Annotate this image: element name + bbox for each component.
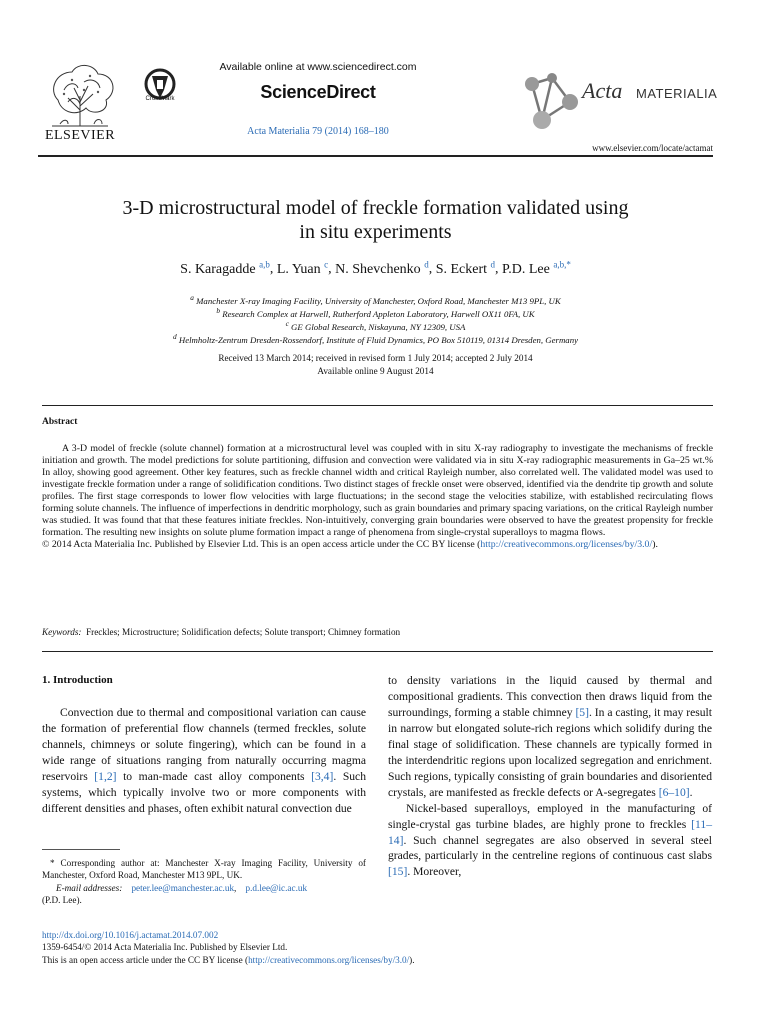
journal-logo-word: Acta bbox=[582, 78, 623, 103]
license-link[interactable]: http://creativecommons.org/licenses/by/3.0/ bbox=[480, 539, 653, 551]
header-rule bbox=[38, 155, 713, 157]
article-title bbox=[38, 196, 713, 244]
corresponding-author-footnote bbox=[42, 857, 366, 907]
email-owner: (P.D. Lee). bbox=[42, 895, 82, 906]
corresponding-text: * Corresponding author at: Manchester X-ray Imaging Facility, University of Manchester, Oxford Road, Manchester M13 9PL, UK. bbox=[42, 858, 366, 881]
citation-link[interactable]: [1,2] bbox=[94, 769, 117, 783]
journal-citation-link[interactable]: Acta Materialia 79 (2014) 168–180 bbox=[247, 126, 389, 137]
journal-logo-sub: MATERIALIA bbox=[636, 86, 718, 101]
open-access-line: This is an open access article under the CC BY license (http://creativecommons.org/licenses/by/3.0/). bbox=[42, 954, 415, 965]
crossmark-icon[interactable] bbox=[142, 62, 178, 110]
crossmark-label: CrossMark bbox=[145, 96, 175, 102]
right-column bbox=[388, 673, 712, 880]
citation-link[interactable]: [3,4] bbox=[311, 769, 334, 783]
journal-url[interactable]: www.elsevier.com/locate/actamat bbox=[592, 143, 713, 153]
received-dates: Received 13 March 2014; received in revised form 1 July 2014; accepted 2 July 2014 bbox=[218, 353, 533, 363]
abstract-text: A 3-D model of freckle (solute channel) formation at a microstructural level was coupled with in situ X-ray radiography to investigate the mechanisms of freckle initiation and growth. The model predictions for solute partitioning, diffusion and convection were validated via in situ X-ray radiographic measurements in Ga–25 wt.% In alloy, showing good agreement. Other key features, such as freckle channel width and critical Rayleigh number, also correlated well. The validated model was used to investigate freckle formation under a range of solidification conditions. Two distinct stages of freckle onset were observed, identified via the dendrite tip growth and solute profiles. The first stage corresponds to lower flow velocities with large fluctuations; in the second stage the velocities stabilize, with established recirculating flows forming solute channels. The influence of imperfections in dendritic morphology, such as grain boundaries and primary spacing variations, on the critical Rayleigh number was studied. It was found that that these features initiate freckles. Non-intuitively, converging grain boundaries were observed to have the greatest propensity for freckle formation. The resulting new insights on solute plume formation impact a range of phenomena from single-crystal superalloys to magma flows. bbox=[42, 443, 713, 539]
citation-link[interactable]: [15] bbox=[388, 865, 408, 879]
sciencedirect-wordmark[interactable]: ScienceDirect bbox=[260, 82, 376, 102]
author[interactable]: L. Yuan $^c$ bbox=[276, 259, 329, 277]
citation-link[interactable]: [5] bbox=[575, 705, 589, 719]
keywords bbox=[42, 627, 713, 637]
intro-paragraph: Nickel-based superalloys, employed in the manufacturing of single-crystal gas turbine blades, are highly prone to freckles [11–14]. Such channel segregates are also observed in several steel grades, particularly in the centreline regions of continuous cast slabs [15]. Moreover, bbox=[388, 801, 712, 879]
doi-link[interactable]: http://dx.doi.org/10.1016/j.actamat.2014.07.002 bbox=[42, 930, 219, 940]
publisher-name: ELSEVIER bbox=[44, 128, 116, 143]
keywords-label: Keywords: bbox=[42, 627, 82, 637]
abstract-bottom-rule bbox=[42, 651, 713, 652]
author[interactable]: S. Karagadde $^{a,b}$ bbox=[180, 259, 270, 277]
available-online: Available online at www.sciencedirect.com bbox=[219, 61, 417, 73]
page-footer bbox=[42, 929, 713, 966]
affiliation: $^c$ GE Global Research, Niskayuna, NY 12309, USA bbox=[285, 319, 466, 332]
email-line: E-mail addresses: peter.lee@manchester.ac.uk, p.d.lee@ic.ac.uk bbox=[56, 882, 308, 893]
abstract-body bbox=[42, 443, 713, 551]
abstract-heading: Abstract bbox=[42, 417, 78, 427]
keywords-text: Freckles; Microstructure; Solidification defects; Solute transport; Chimney formation bbox=[86, 627, 401, 637]
author[interactable]: S. Eckert $^d$ bbox=[435, 259, 496, 277]
issn-line: 1359-6454/© 2014 Acta Materialia Inc. Published by Elsevier Ltd. bbox=[42, 942, 288, 953]
author[interactable]: N. Shevchenko $^d$ bbox=[335, 259, 429, 277]
intro-paragraph: Convection due to thermal and compositional variation can cause the formation of preferential flow channels (termed freckles, solute channels, chimneys or solute fingering), which can be found in a wide range of situations ranging from naturally occurring magma reservoirs [1,2] to man-made cast alloy components [3,4]. Such systems, which typically involve two or more components with different densities and phases, often exhibit natural convection due bbox=[42, 706, 366, 815]
citation-link[interactable]: [6–10] bbox=[658, 785, 690, 799]
affiliation: $^b$ Research Complex at Harwell, Rutherford Appleton Laboratory, Harwell OX11 0FA, UK bbox=[216, 306, 535, 319]
section-heading: 1. Introduction bbox=[42, 674, 113, 686]
citation-link[interactable]: [11–14] bbox=[388, 817, 712, 847]
footnote-rule bbox=[42, 849, 120, 850]
email-link[interactable]: p.d.lee@ic.ac.uk bbox=[245, 882, 308, 893]
author[interactable]: P.D. Lee $^{a,b,*}$ bbox=[502, 259, 571, 277]
email-link[interactable]: peter.lee@manchester.ac.uk bbox=[131, 882, 235, 893]
left-column bbox=[42, 705, 366, 817]
author-list: S. Karagadde $^{a,b}$, L. Yuan $^c$, N. Shevchenko $^d$, S. Eckert $^d$, P.D. Lee $^{a,b,*}$ bbox=[180, 259, 571, 277]
article-dates bbox=[38, 352, 713, 378]
abstract-top-rule bbox=[42, 405, 713, 406]
abstract-license: © 2014 Acta Materialia Inc. Published by Elsevier Ltd. This is an open access article under the CC BY license (http://creativecommons.org/licenses/by/3.0/). bbox=[42, 539, 658, 551]
online-date: Available online 9 August 2014 bbox=[317, 366, 434, 376]
affiliation: $^a$ Manchester X-ray Imaging Facility, University of Manchester, Oxford Road, Manchester M13 9PL, UK bbox=[190, 293, 561, 306]
title-line-2: in situ experiments bbox=[299, 221, 452, 243]
license-link[interactable]: http://creativecommons.org/licenses/by/3.0/ bbox=[248, 954, 410, 965]
intro-paragraph: to density variations in the liquid caused by thermal and compositional gradients. This convection then draws liquid from the surroundings, forming a stable chimney [5]. In a casting, it may result in narrow but elongated solute-rich regions which solidify during the final stage of solidification. These channels are typically formed in the interdendritic regions upon localized segregation and enrichment. Such regions, typically consisting of grain boundaries and disoriented crystals, are manifested as freckle defects or A-segregates [6–10]. bbox=[388, 674, 712, 799]
title-line-1: 3-D microstructural model of freckle formation validated using bbox=[122, 197, 629, 219]
affiliation: $^d$ Helmholtz-Zentrum Dresden-Rossendorf, Institute of Fluid Dynamics, PO Box 510119, 01314 Dresden, Germany bbox=[172, 332, 579, 345]
